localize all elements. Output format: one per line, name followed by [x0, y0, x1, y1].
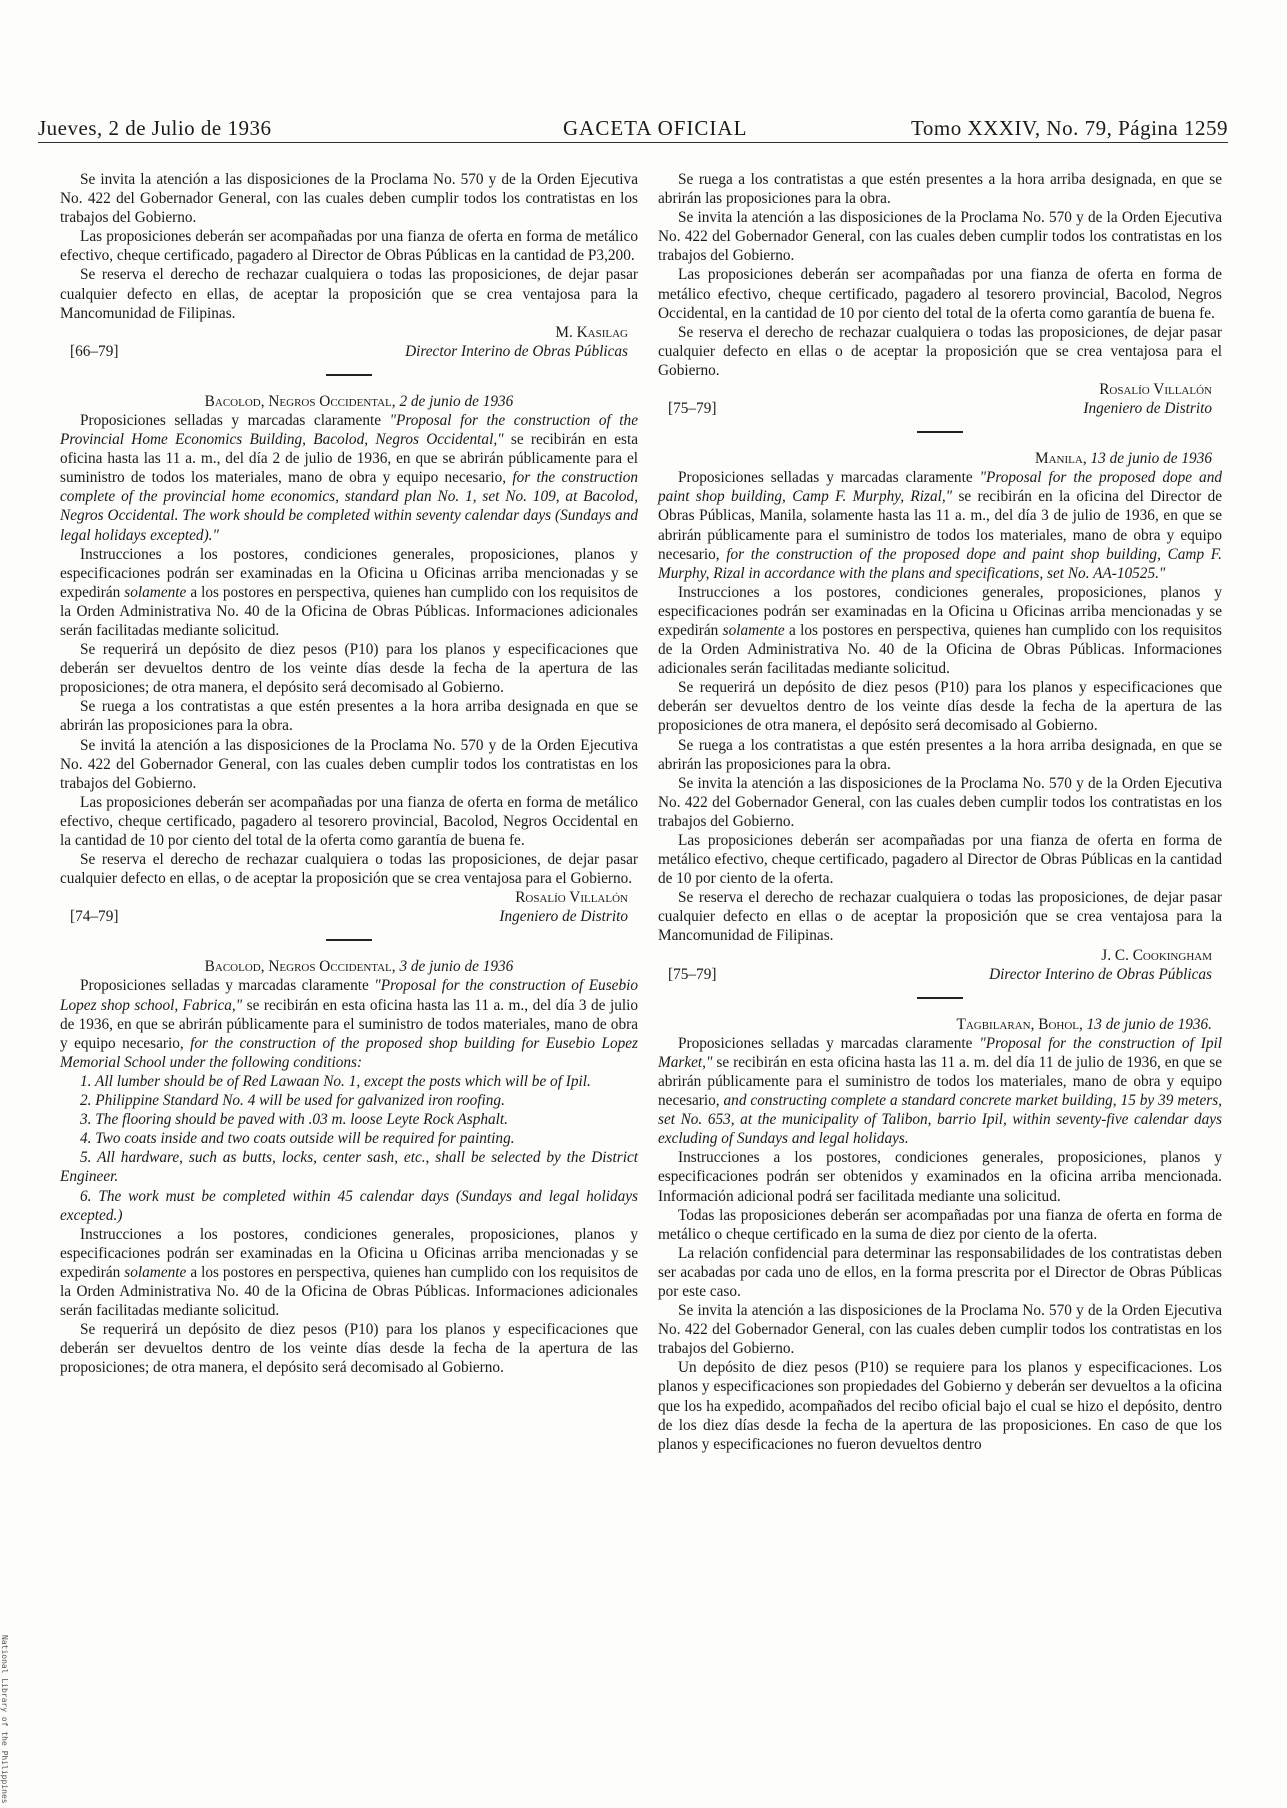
- proposal-title: "Proposal for the construction of the Provincial Home Economics Building, Bacolod, Negros Occidental,": [60, 411, 638, 449]
- signature-row: [60, 342, 638, 362]
- paragraph: Se reserva el derecho de rechazar cualquiera o todas las proposiciones, de dejar pasar cualquier defecto en ellas, de aceptar la proposición que se crea ventajosa para la Mancomunidad de Filipinas.: [60, 266, 638, 322]
- page-header: [38, 112, 1228, 143]
- paragraph: Se invita la atención a las disposiciones de la Proclama No. 570 y de la Orden Ejecutiva No. 422 del Gobernador General, con las cuales deben cumplir todos los contratistas en los trabajos del Gobierno.: [658, 774, 1222, 830]
- section-divider: [917, 431, 963, 433]
- work-description: and constructing complete a standard concrete market building, 15 by 39 meters, set No. 653, at the municipality of Talibon, barrio Ipil, within seventy-five calendar days excluding of Sundays and legal holidays.: [658, 1092, 1223, 1148]
- text-run: se recibirán en esta oficina hasta las 11 a. m. del día 11 de julio de 1936, en que se abrirán públicamente para el suministro de todos los materiales, mano de obra y equipo necesario,: [658, 1053, 1222, 1110]
- paragraph: Se invita la atención a las disposiciones de la Proclama No. 570 y de la Orden Ejecutiva No. 422 del Gobernador General, con las cuales deben cumplir todos los contratistas en los trabajos del Gobierno.: [658, 209, 1222, 265]
- condition-item: 2. Philippine Standard No. 4 will be used for galvanized iron roofing.: [80, 1092, 505, 1110]
- proposal-title: "Proposal for the construction of Eusebio Lopez shop school, Fabrica,": [60, 977, 638, 1014]
- text-run: se recibirán en esta oficina hasta las 11 a. m., del día 2 de julio de 1936, en que se abrirán públicamente para el suministro de todos los materiales, mano de obra y equipo necesario,: [60, 431, 639, 487]
- section-divider: [917, 997, 963, 999]
- dateline-place: Tagbilaran, Bohol,: [956, 1015, 1083, 1033]
- signatory-title: Director Interino de Obras Públicas: [405, 342, 628, 360]
- signature-row: [658, 399, 1222, 419]
- signatory-title: Ingeniero de Distrito: [499, 908, 628, 926]
- signature-row: [658, 965, 1222, 985]
- paragraph: Se requerirá un depósito de diez pesos (P10) para los planos y especificaciones que deberán ser devueltos dentro de los veinte días desde la fecha de la apertura de las proposiciones; de otra manera, el depósito será decomisado al Gobierno.: [60, 641, 638, 697]
- emphasis: solamente: [124, 583, 187, 601]
- condition-item: 5. All hardware, such as butts, locks, center sash, etc., shall be selected by the District Engineer.: [60, 1149, 638, 1186]
- signatory-name: Rosalío Villalón: [515, 889, 628, 907]
- signatory-title: Ingeniero de Distrito: [1083, 400, 1212, 418]
- condition-item: 3. The flooring should be paved with .03 m. loose Leyte Rock Asphalt.: [80, 1111, 508, 1129]
- paragraph: Se ruega a los contratistas a que estén presentes a la hora arriba designada, en que se abrirán las proposiciones para la obra.: [658, 736, 1222, 773]
- signatory-name: Rosalío Villalón: [1099, 381, 1212, 399]
- paragraph: Se reserva el derecho de rechazar cualquiera o todas las proposiciones, de dejar pasar cualquier defecto en ellas o de aceptar la proposición que se crea ventajosa para el Gobierno.: [658, 323, 1222, 379]
- dateline-place: Manila,: [1035, 450, 1087, 468]
- work-description: for the construction complete of the provincial home economics, standard plan No. 1, set No. 109, at Bacolod, Negros Occidental. The work should be completed within seventy calendar days (Sundays and legal holidays excepted).": [60, 469, 638, 544]
- signatory-name: M. Kasilag: [555, 323, 628, 341]
- header-date: Jueves, 2 de Julio de 1936: [38, 116, 272, 140]
- notice-number: [75–79]: [668, 400, 717, 418]
- paragraph: [60, 545, 638, 640]
- text-run: a los postores en perspectiva, quienes han cumplido con los requisitos de la Orden Administrativa No. 40 de la Oficina de Obras Públicas. Informaciones adicionales serán facilitadas mediante solicitud.: [60, 1263, 639, 1320]
- paragraph: [658, 1034, 1222, 1149]
- scan-source-label: National Library of the Philippines: [0, 1635, 9, 1804]
- right-column: [658, 170, 1222, 1454]
- text-run: a los postores en perspectiva, quienes han cumplido con los requisitos de la Orden Administrativa No. 40 de la Oficina de Obras Públicas. Informaciones adicionales serán facilitadas mediante solicitud.: [60, 583, 639, 639]
- paragraph: [60, 976, 638, 1071]
- left-column: [60, 170, 638, 1377]
- dateline: [60, 392, 638, 411]
- dateline-place: Bacolod, Negros Occidental,: [204, 392, 396, 410]
- paragraph: Se ruega a los contratistas a que estén presentes a la hora arriba designada, en que se abrirán las proposiciones para la obra.: [658, 171, 1222, 208]
- signature-row: [60, 907, 638, 927]
- text-run: Proposiciones selladas y marcadas claramente: [80, 977, 369, 995]
- work-description: for the construction of the proposed dope and paint shop building, Camp F. Murphy, Rizal in accordance with the plans and specifications, set No. AA-10525.": [658, 545, 1222, 582]
- condition-item: 4. Two coats inside and two coats outside will be required for painting.: [80, 1130, 515, 1148]
- paragraph: Se reserva el derecho de rechazar cualquiera o todas las proposiciones, de dejar pasar cualquier defecto en ellas o de aceptar la proposición que se crea ventajosa para la Mancomunidad de Filipinas.: [658, 889, 1222, 945]
- text-run: Instrucciones a los postores, condiciones generales, proposiciones, planos y especificaciones podrán ser examinadas en la Oficina u Oficinas arriba mencionadas y se expedirán: [60, 545, 638, 601]
- paragraph: Se invitá la atención a las disposiciones de la Proclama No. 570 y de la Orden Ejecutiva No. 422 del Gobernador General, con las cuales deben cumplir todos los contratistas en los trabajos del Gobierno.: [60, 736, 638, 792]
- text-run: Instrucciones a los postores, condiciones generales, proposiciones, planos y especificaciones podrán ser examinadas en la Oficina u Oficinas arriba mencionadas y se expedirán: [60, 1225, 638, 1281]
- dateline-date: 2 de junio de 1936: [399, 392, 514, 410]
- paragraph: La relación confidencial para determinar las responsabilidades de los contratistas deben ser acabadas por cada uno de ellos, en la forma prescrita por el Director de Obras Públicas por este caso.: [658, 1244, 1222, 1300]
- paragraph: [60, 411, 638, 545]
- paragraph: Un depósito de diez pesos (P10) se requiere para los planos y especificaciones. Los planos y especificaciones son propiedades del Gobierno y deberán ser devueltos a la oficina que los ha expedido, acompañados del recibo oficial bajo el cual se hizo el depósito, dentro de los diez días desde la fecha de la apertura de las proposiciones. En caso de que los planos y especificaciones no fueron devueltos dentro: [658, 1359, 1222, 1453]
- text-run: Instrucciones a los postores, condiciones generales, proposiciones, planos y especificaciones podrán ser examinadas en la Oficina u Oficinas arriba mencionadas y se expedirán: [658, 583, 1222, 639]
- notice-number: [74–79]: [70, 908, 119, 926]
- proposal-title: "Proposal for the proposed dope and paint shop building, Camp F. Murphy, Rizal,": [658, 469, 1222, 506]
- work-description: for the construction of the proposed shop building for Eusebio Lopez Memorial School under the following conditions:: [60, 1034, 638, 1071]
- paragraph: Se ruega a los contratistas a que estén presentes a la hora arriba designada en que se abrirán las proposiciones para la obra.: [60, 698, 638, 735]
- paragraph: Se reserva el derecho de rechazar cualquiera o todas las proposiciones, de dejar pasar cualquier defecto en ellas, o de aceptar la proposición que se crea ventajosa para el Gobierno.: [60, 851, 638, 888]
- text-run: Proposiciones selladas y marcadas claramente: [80, 411, 382, 429]
- condition-item: 6. The work must be completed within 45 calendar days (Sundays and legal holidays excepted.): [60, 1187, 638, 1224]
- notice-number: [75–79]: [668, 965, 717, 983]
- paragraph: Las proposiciones deberán ser acompañadas por una fianza de oferta en forma de metálico efectivo, cheque certificado, pagadero al tesorero provincial, Bacolod, Negros Occidental en la cantidad de 10 por ciento del total de la oferta como garantía de buena fe.: [60, 793, 638, 849]
- header-publication-title: GACETA OFICIAL: [563, 116, 748, 140]
- paragraph: Instrucciones a los postores, condiciones generales, proposiciones, planos y especificaciones podrán ser obtenidos y examinados en la oficina arriba mencionada. Información adicional podrá ser facilitada mediante una solicitud.: [658, 1149, 1222, 1205]
- text-run: Proposiciones selladas y marcadas claramente: [678, 1034, 973, 1052]
- header-volume-page: Tomo XXXIV, No. 79, Página 1259: [911, 116, 1228, 140]
- signatory-name: J. C. Cookingham: [1101, 946, 1212, 964]
- text-run: Proposiciones selladas y marcadas claramente: [678, 469, 973, 487]
- paragraph: Se invita la atención a las disposiciones de la Proclama No. 570 y de la Orden Ejecutiva No. 422 del Gobernador General, con las cuales deben cumplir todos los contratistas en los trabajos del Gobierno.: [60, 171, 638, 227]
- paragraph: [658, 583, 1222, 678]
- dateline-place: Bacolod, Negros Occidental,: [204, 958, 396, 976]
- dateline-date: 13 de junio de 1936: [1090, 450, 1212, 468]
- dateline: [658, 1015, 1222, 1034]
- paragraph: Se invita la atención a las disposiciones de la Proclama No. 570 y de la Orden Ejecutiva No. 422 del Gobernador General, con las cuales deben cumplir todos los contratistas en los trabajos del Gobierno.: [658, 1302, 1222, 1358]
- paragraph: Se requerirá un depósito de diez pesos (P10) para los planos y especificaciones que deberán ser devueltos dentro de los veinte días desde la fecha de la apertura de las proposiciones de otra manera, el depósito será decomisado al Gobierno.: [658, 679, 1222, 735]
- dateline: [60, 957, 638, 976]
- proposal-title: "Proposal for the construction of Ipil Market,": [658, 1034, 1223, 1071]
- dateline-date: 13 de junio de 1936.: [1086, 1015, 1212, 1033]
- dateline: [658, 449, 1222, 468]
- dateline-date: 3 de junio de 1936: [399, 958, 514, 976]
- paragraph: Las proposiciones deberán ser acompañadas por una fianza de oferta en forma de metálico efectivo, cheque certificado, pagadero al tesorero provincial, Bacolod, Negros Occidental, en la cantidad de 10 por ciento del total de la oferta como garantía de buena fe.: [658, 266, 1222, 322]
- paragraph: [60, 1225, 638, 1320]
- emphasis: solamente: [124, 1263, 187, 1281]
- text-run: a los postores en perspectiva, quienes han cumplido con los requisitos de la Orden Administrativa No. 40 de la Oficina de Obras Públicas. Informaciones adicionales serán facilitadas mediante solicitud.: [658, 621, 1222, 678]
- paragraph: Todas las proposiciones deberán ser acompañadas por una fianza de oferta en forma de metálico o cheque certificado en la suma de diez por ciento de la oferta.: [658, 1206, 1222, 1243]
- condition-item: 1. All lumber should be of Red Lawaan No. 1, except the posts which will be of Ipil.: [80, 1072, 591, 1090]
- signatory-title: Director Interino de Obras Públicas: [989, 965, 1212, 983]
- paragraph: Las proposiciones deberán ser acompañadas por una fianza de oferta en forma de metálico efectivo, cheque certificado, pagadero al Director de Obras Públicas en la cantidad de 10 por ciento de la oferta.: [658, 832, 1222, 888]
- text-run: se recibirán en la oficina del Director de Obras Públicas, Manila, solamente hasta las 11 a. m., del día 3 de julio de 1936, en que se abrirán públicamente para el suministro de todos los materiales, mano de obra y equipo necesario,: [658, 488, 1223, 563]
- paragraph: Las proposiciones deberán ser acompañadas por una fianza de oferta en forma de metálico efectivo, cheque certificado, pagadero al Director de Obras Públicas en la cantidad de P3,200.: [60, 228, 638, 265]
- paragraph: [658, 468, 1222, 583]
- paragraph: Se requerirá un depósito de diez pesos (P10) para los planos y especificaciones que deberán ser devueltos dentro de los veinte días desde la fecha de la apertura de las proposiciones; de otra manera, el depósito será decomisado al Gobierno.: [60, 1321, 638, 1377]
- section-divider: [326, 939, 372, 941]
- text-run: se recibirán en esta oficina hasta las 11 a. m., del día 3 de julio de 1936, en que se abrirán públicamente para el suministro de todos materiales, mano de obra y equipo necesario,: [60, 996, 638, 1052]
- emphasis: solamente: [722, 621, 785, 639]
- section-divider: [326, 374, 372, 376]
- notice-number: [66–79]: [70, 342, 119, 360]
